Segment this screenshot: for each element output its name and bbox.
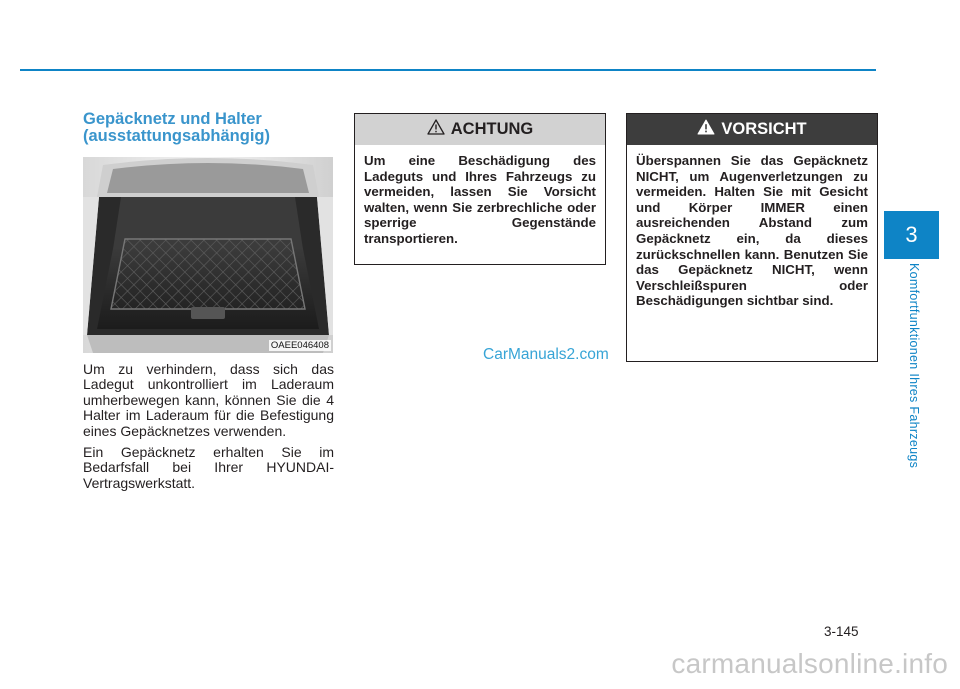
chapter-number: 3 xyxy=(905,222,918,247)
watermark-carmanuals2: CarManuals2.com xyxy=(483,346,609,363)
page-number: 3-145 xyxy=(824,624,859,639)
notice-vorsicht-text: Überspannen Sie das Gepäcknetz NICHT, um Augenverletzungen zu vermeiden. Halten Sie mit Gesicht und Körper IMMER einen ausreichenden Abstand zum Gepäcknetz ein, da dieses zurückschnellen kann. Benutzen Sie das Gepäcknetz NICHT, wenn Verschleißspuren oder Beschädigungen sichtbar sind. xyxy=(636,153,868,309)
cargo-net-photo xyxy=(83,157,333,353)
warning-triangle-outline-icon xyxy=(427,119,445,140)
notice-vorsicht-heading: VORSICHT xyxy=(721,120,807,138)
chapter-number-tab xyxy=(884,211,939,259)
top-rule xyxy=(20,69,876,71)
section-title-line1: Gepäcknetz und Halter xyxy=(83,110,262,128)
body-text xyxy=(83,362,334,497)
notice-achtung-text: Um eine Beschädigung des Ladeguts und Ihres Fahrzeugs zu vermeiden, lassen Sie Vorsicht walten, wenn Sie zerbrechliche oder sperrige Gegenstände transportieren. xyxy=(364,153,596,246)
warning-triangle-filled-icon xyxy=(697,119,715,140)
notice-achtung-header xyxy=(355,114,605,145)
notice-achtung-heading: ACHTUNG xyxy=(450,120,534,138)
notice-vorsicht-header xyxy=(627,114,877,145)
cargo-area-illustration xyxy=(83,157,333,353)
body-paragraph-2: Ein Gepäcknetz erhalten Sie im Bedarfsfall bei Ihrer HYUNDAI-Vertragswerkstatt. xyxy=(83,444,334,491)
chapter-title: Komfortfunktionen Ihres Fahrzeugs xyxy=(907,263,921,469)
watermark-carmanualsonline: carmanualsonline.info xyxy=(671,648,948,679)
figure-code: OAEE046408 xyxy=(270,340,329,351)
body-paragraph-1: Um zu verhindern, dass sich das Ladegut unkontrolliert im Laderaum umherbewegen kann, können Sie die 4 Halter im Laderaum für die Befestigung eines Gepäcknetzes verwenden. xyxy=(83,361,334,439)
section-title xyxy=(83,111,343,145)
section-title-line2: (ausstattungsabhängig) xyxy=(83,127,271,145)
notice-achtung xyxy=(354,113,606,265)
notice-vorsicht xyxy=(626,113,878,362)
